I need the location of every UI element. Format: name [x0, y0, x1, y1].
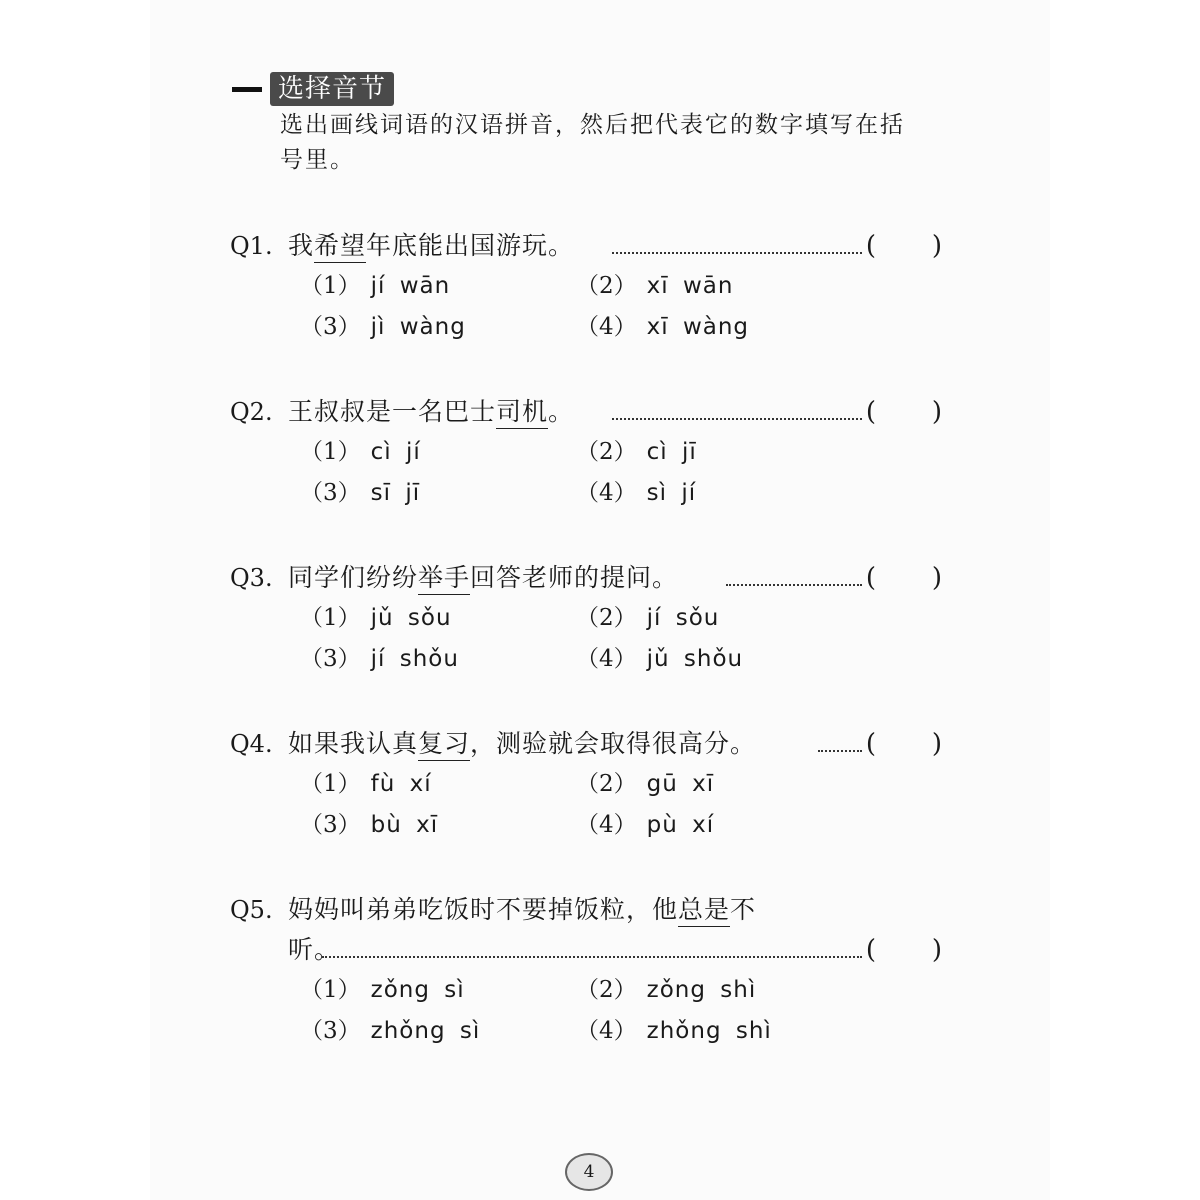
- bracket-open: (: [865, 231, 876, 261]
- underlined-word: 复习: [418, 729, 470, 761]
- section-title: 选择音节: [270, 72, 394, 106]
- text-after: 回答老师的提问。: [470, 563, 679, 592]
- option-number: （3）: [300, 480, 361, 506]
- option-row: [230, 970, 950, 1011]
- question-4: [230, 724, 950, 846]
- option-pinyin: pù xí: [646, 812, 715, 838]
- option-3: [300, 805, 438, 846]
- section-number-bar: [232, 87, 262, 92]
- question-line: [230, 392, 950, 432]
- bracket-close: ): [931, 729, 942, 759]
- answer-blank[interactable]: [878, 396, 928, 428]
- option-number: （1）: [300, 439, 361, 465]
- answer-blank[interactable]: [878, 934, 928, 966]
- option-number: （1）: [300, 977, 361, 1003]
- option-4: [576, 805, 714, 846]
- option-row: [230, 266, 950, 307]
- question-text: [288, 724, 756, 764]
- text-before: 王叔叔是一名巴士: [288, 397, 497, 426]
- option-2: [576, 432, 697, 473]
- text-before: 我: [288, 231, 315, 260]
- section-number: [232, 73, 268, 105]
- section-header: [232, 72, 394, 106]
- text-after: 。: [548, 397, 575, 426]
- question-5: [230, 890, 950, 1052]
- answer-blank[interactable]: [878, 728, 928, 760]
- option-number: （4）: [576, 1018, 637, 1044]
- option-row: [230, 639, 950, 680]
- option-3: [300, 473, 420, 514]
- option-1: [300, 266, 450, 307]
- option-pinyin: sì jí: [646, 480, 697, 506]
- option-row: [230, 1011, 950, 1052]
- question-1: [230, 226, 950, 348]
- instruction-line-1: 选出画线词语的汉语拼音，然后把代表它的数字填写在括: [280, 112, 905, 138]
- option-3: [300, 307, 466, 348]
- option-pinyin: bù xī: [370, 812, 439, 838]
- option-pinyin: xī wān: [646, 273, 734, 299]
- option-pinyin: zǒng sì: [370, 977, 465, 1003]
- option-row: [230, 598, 950, 639]
- question-text: [288, 890, 756, 930]
- option-pinyin: cì jí: [370, 439, 421, 465]
- option-3: [300, 639, 459, 680]
- question-continuation: 听。: [288, 935, 341, 964]
- dot-leader: [818, 750, 862, 752]
- option-pinyin: fù xí: [370, 771, 432, 797]
- text-before: 妈妈叫弟弟吃饭时不要掉饭粒，他: [288, 895, 679, 924]
- option-pinyin: jì wàng: [370, 314, 466, 340]
- option-4: [576, 1011, 772, 1052]
- option-pinyin: jí wān: [370, 273, 451, 299]
- dot-leader: [322, 956, 862, 958]
- option-4: [576, 307, 749, 348]
- question-line-continued: [230, 930, 950, 970]
- option-1: [300, 432, 421, 473]
- bracket-open: (: [865, 563, 876, 593]
- question-line: [230, 724, 950, 764]
- option-pinyin: gū xī: [646, 771, 715, 797]
- question-text: [288, 226, 574, 266]
- bracket-close: ): [931, 231, 942, 261]
- option-number: （2）: [576, 977, 637, 1003]
- question-label: Q3.: [230, 564, 273, 592]
- option-pinyin: sī jī: [370, 480, 421, 506]
- option-pinyin: cì jī: [646, 439, 697, 465]
- option-pinyin: zǒng shì: [646, 977, 757, 1003]
- option-number: （3）: [300, 812, 361, 838]
- question-label: Q4.: [230, 730, 273, 758]
- option-number: （1）: [300, 605, 361, 631]
- dot-leader: [612, 418, 862, 420]
- page-number: 4: [565, 1153, 613, 1191]
- option-number: （4）: [576, 812, 637, 838]
- option-2: [576, 970, 756, 1011]
- bracket-open: (: [865, 397, 876, 427]
- option-1: [300, 970, 465, 1011]
- option-pinyin: xī wàng: [646, 314, 750, 340]
- option-row: [230, 805, 950, 846]
- option-row: [230, 473, 950, 514]
- option-2: [576, 266, 733, 307]
- option-number: （3）: [300, 1018, 361, 1044]
- option-4: [576, 473, 696, 514]
- question-text: [288, 558, 678, 598]
- option-number: （4）: [576, 314, 637, 340]
- underlined-word: 总是: [678, 895, 730, 927]
- option-row: [230, 432, 950, 473]
- bracket-open: (: [865, 729, 876, 759]
- instruction: [280, 108, 960, 178]
- bracket-open: (: [865, 935, 876, 965]
- option-number: （1）: [300, 273, 361, 299]
- underlined-word: 举手: [418, 563, 470, 595]
- answer-blank[interactable]: [878, 562, 928, 594]
- question-label: Q2.: [230, 398, 273, 426]
- option-number: （3）: [300, 314, 361, 340]
- question-text: [288, 392, 574, 432]
- option-2: [576, 598, 719, 639]
- answer-blank[interactable]: [878, 230, 928, 262]
- option-pinyin: zhǒng shì: [646, 1018, 772, 1044]
- question-line: [230, 890, 950, 930]
- text-after: 不: [730, 895, 757, 924]
- dot-leader: [726, 584, 862, 586]
- question-line: [230, 558, 950, 598]
- underlined-word: 希望: [314, 231, 366, 263]
- option-number: （4）: [576, 646, 637, 672]
- option-3: [300, 1011, 480, 1052]
- option-number: （2）: [576, 273, 637, 299]
- option-2: [576, 764, 714, 805]
- bracket-close: ): [931, 935, 942, 965]
- dot-leader: [612, 252, 862, 254]
- option-number: （2）: [576, 605, 637, 631]
- question-line: [230, 226, 950, 266]
- question-3: [230, 558, 950, 680]
- text-before: 同学们纷纷: [288, 563, 419, 592]
- option-number: （1）: [300, 771, 361, 797]
- option-1: [300, 764, 432, 805]
- option-pinyin: zhǒng sì: [370, 1018, 481, 1044]
- bracket-close: ): [931, 397, 942, 427]
- question-2: [230, 392, 950, 514]
- option-row: [230, 307, 950, 348]
- instruction-line-2: 号里。: [280, 147, 355, 173]
- bracket-close: ): [931, 563, 942, 593]
- option-4: [576, 639, 743, 680]
- option-1: [300, 598, 452, 639]
- text-before: 如果我认真: [288, 729, 419, 758]
- underlined-word: 司机: [496, 397, 548, 429]
- option-pinyin: jǔ sǒu: [370, 605, 452, 631]
- text-after: ，测验就会取得很高分。: [470, 729, 757, 758]
- option-number: （3）: [300, 646, 361, 672]
- option-number: （4）: [576, 480, 637, 506]
- question-label: Q5.: [230, 896, 273, 924]
- option-number: （2）: [576, 771, 637, 797]
- option-pinyin: jí sǒu: [646, 605, 720, 631]
- option-number: （2）: [576, 439, 637, 465]
- question-label: Q1.: [230, 232, 273, 260]
- text-after: 年底能出国游玩。: [366, 231, 575, 260]
- option-pinyin: jí shǒu: [370, 646, 459, 672]
- option-pinyin: jǔ shǒu: [646, 646, 744, 672]
- option-row: [230, 764, 950, 805]
